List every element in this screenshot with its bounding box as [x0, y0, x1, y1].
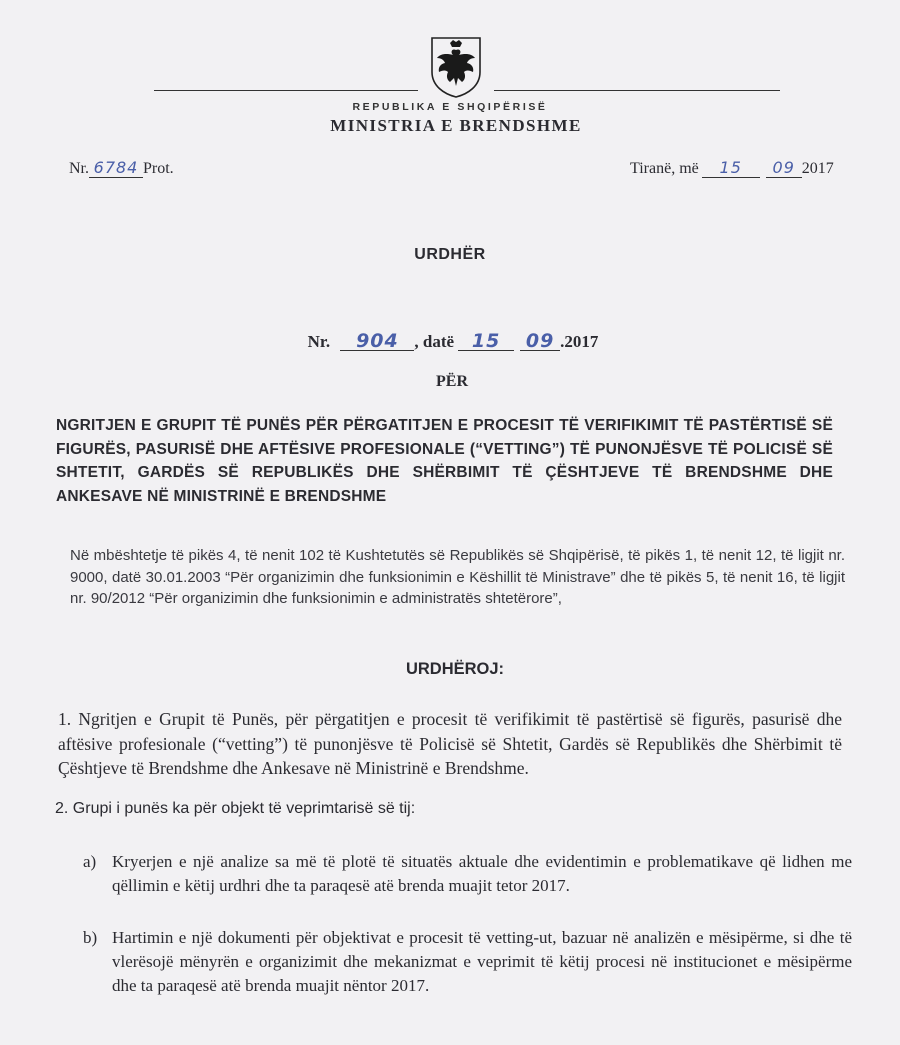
protocol-handwritten-number: 6784	[93, 158, 139, 177]
order-day-handwritten: 15	[471, 330, 501, 352]
place-date	[630, 160, 834, 178]
subitem-b-label: b)	[83, 928, 98, 947]
order-subject: NGRITJEN E GRUPIT TË PUNËS PËR PËRGATITJEN E PROCESIT TË VERIFIKIMIT TË PASTËRTISË SË FIGURËS, PASURISË DHE AFTËSIVE PROFESIONALE (“VETTING”) TË PUNONJËSVE TË POLICISË SË SHTETIT, GARDËS SË REPUBLIKËS DHE SHËRBIMIT TË ÇËSHTJEVE TË BRENDSHME DHE ANKESAVE NË MINISTRINË E BRENDSHME	[56, 417, 833, 505]
albanian-eagle-icon	[428, 34, 484, 98]
date-year: 2017	[801, 160, 834, 177]
legal-basis-paragraph: Në mbështetje të pikës 4, të nenit 102 të Kushtetutës së Republikës së Shqipërisë, të pikës 1, të nenit 12, të ligjit nr. 9000, datë 30.01.2003 “Për organizimin dhe funksionimin e Këshillit të Ministrave” dhe të pikës 5, të nenit 16, të ligjit nr. 90/2012 “Për organizimin dhe funksionimin e administratës shtetërore”,	[70, 547, 845, 607]
order-nr-handwritten: 904	[356, 330, 399, 352]
date-month-handwritten: 09	[772, 158, 795, 177]
document-title: URDHËR	[414, 246, 486, 263]
subitem-a-text: Kryerjen e një analize sa më të plotë të situatës aktuale dhe evidentimin e problematikave që lidhen me qëllimin e këtij urdhri dhe ta paraqesë atë brenda muajit tetor 2017.	[112, 852, 852, 895]
order-year: .2017	[560, 332, 599, 351]
protocol-number	[69, 160, 174, 178]
order-month-handwritten: 09	[525, 330, 555, 352]
subitem-b-text: Hartimin e një dokumenti për objektivat e procesit të vetting-ut, bazuar në analizën e mësipërme, si dhe të vlerësojë mënyrën e organizimit dhe mekanizmat e veprimit të këtij procesi në institucionet e mësipërme dhe ta paraqesë atë brenda muajit nëntor 2017.	[112, 928, 852, 995]
per-heading: PËR	[436, 373, 468, 390]
order-item-2: 2. Grupi i punës ka për objekt të veprimtarisë së tij:	[55, 800, 416, 817]
header-rule-right	[494, 90, 780, 91]
protocol-prefix: Nr.	[69, 160, 89, 177]
protocol-suffix: Prot.	[143, 160, 174, 177]
subitem-a-label: a)	[83, 852, 97, 871]
order-heading: URDHËROJ:	[405, 660, 505, 678]
ministry-name: MINISTRIA E BRENDSHME	[330, 116, 582, 135]
place-date-prefix: Tiranë, më	[630, 160, 699, 177]
republic-name: REPUBLIKA E SHQIPËRISË	[352, 101, 548, 113]
order-number-line	[0, 332, 900, 352]
order-item-1: 1. Ngritjen e Grupit të Punës, për përgatitjen e procesit të verifikimit të pastërtisë së figurës, pasurisë dhe aftësive profesionale (“vetting”) të punonjësve të Policisë së Shtetit, Gardës së Republikës dhe Shërbimit të Çështjeve të Brendshme dhe Ankesave në Ministrinë e Brendshme.	[58, 709, 842, 778]
order-nr-label: Nr.	[307, 332, 331, 351]
header-rule-left	[154, 90, 418, 91]
date-day-handwritten: 15	[719, 158, 742, 177]
order-date-label: , datë	[414, 332, 455, 351]
